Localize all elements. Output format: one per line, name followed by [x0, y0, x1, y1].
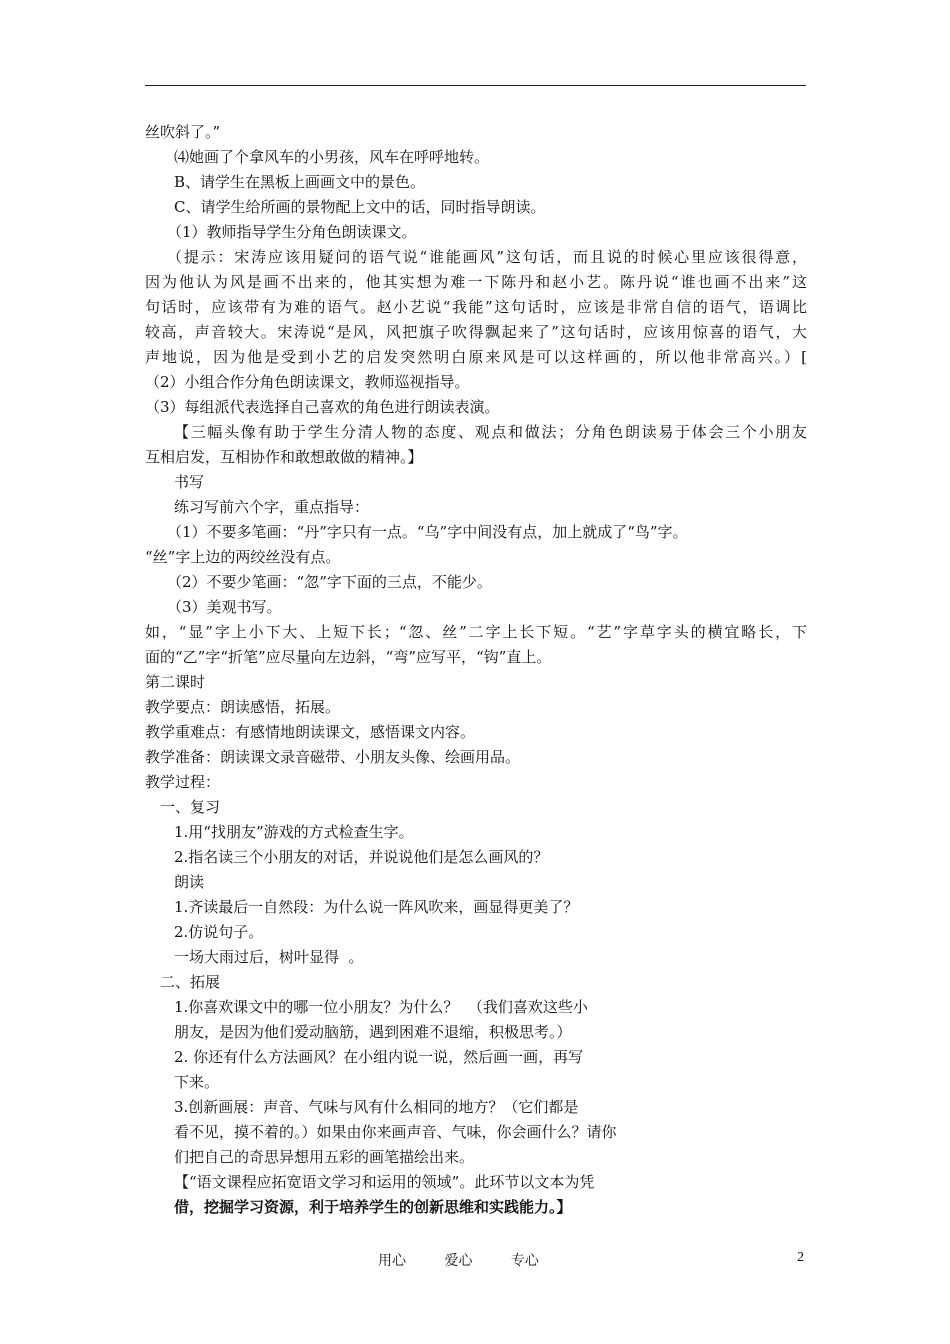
text-line: （提示：宋涛应该用疑问的语气说“谁能画风”这句话，而且说的时候心里应该很得意， [167, 248, 807, 266]
text-line: 1.用“找朋友”游戏的方式检查生字。 [174, 823, 414, 841]
text-line: 3.创新画展：声音、气味与风有什么相同的地方？（它们都是 [174, 1098, 579, 1116]
text-line: 教学重难点：有感情地朗读课文，感悟课文内容。 [145, 723, 476, 741]
document-body [145, 120, 807, 1220]
text-line: 2.指名读三个小朋友的对话，并说说他们是怎么画风的？ [174, 848, 549, 866]
text-line: 教学要点：朗读感悟，拓展。 [145, 698, 341, 716]
text-line: 1.你喜欢课文中的哪一位小朋友？为什么？ （我们喜欢这些小 [174, 998, 588, 1016]
text-line: （3）每组派代表选择自己喜欢的角色进行朗读表演。 [145, 398, 500, 416]
text-line: 1.齐读最后一自然段：为什么说一阵风吹来，画显得更美了？ [174, 898, 579, 916]
text-line: 如，“显”字上小下大、上短下长；“忽、丝”二字上长下短。“艺”字草字头的横宜略长，下 [145, 623, 807, 641]
text-line: 2.仿说句子。 [174, 923, 264, 941]
text-line: “丝”字上边的两绞丝没有点。 [145, 548, 341, 566]
header-rule [145, 85, 806, 86]
text-line: （2）小组合作分角色朗读课文，教师巡视指导。 [145, 373, 470, 391]
text-line: 面的“乙”字“折笔”应尽量向左边斜，“弯”应写平，“钩”直上。 [145, 648, 552, 666]
text-line: 因为他认为风是画不出来的，他其实想为难一下陈丹和赵小艺。陈丹说“谁也画不出来”这 [145, 273, 807, 291]
page-number: 2 [797, 1250, 804, 1265]
text-line: B、请学生在黑板上画画文中的景色。 [174, 173, 426, 191]
text-line: （3）美观书写。 [167, 598, 282, 616]
text-line: 二、拓展 [160, 973, 221, 991]
text-line: 较高，声音较大。宋涛说“是风，风把旗子吹得飘起来了”这句话时，应该用惊喜的语气，大 [145, 323, 807, 341]
text-line: 丝吹斜了。” [145, 123, 221, 141]
text-line: 书写 [174, 473, 205, 491]
text-line: 练习写前六个字，重点指导： [174, 498, 370, 516]
footer-motto-3: 专心 [510, 1253, 539, 1269]
text-line: ⑷她画了个拿风车的小男孩，风车在呼呼地转。 [174, 148, 490, 166]
text-line: 朗读 [174, 873, 205, 891]
text-line: 借，挖掘学习资源，利于培养学生的创新思维和实践能力。】 [174, 1198, 572, 1216]
text-line: 教学过程： [145, 773, 221, 791]
text-line: 朋友，是因为他们爱动脑筋，遇到困难不退缩，积极思考。） [174, 1023, 572, 1041]
text-line: 声地说，因为他是受到小艺的启发突然明白原来风是可以这样画的，所以他非常高兴。）[ [145, 348, 807, 366]
text-line: （2）不要少笔画：“忽”字下面的三点，不能少。 [167, 573, 492, 591]
page-footer [378, 1250, 573, 1270]
text-line: 教学准备：朗读课文录音磁带、小朋友头像、绘画用品。 [145, 748, 521, 766]
footer-motto-2: 爱心 [444, 1253, 473, 1269]
text-line: 一、复习 [160, 798, 221, 816]
text-line: 句话时，应该带有为难的语气。赵小艺说“我能”这句话时，应该是非常自信的语气，语调比 [145, 298, 807, 316]
text-line: （1）教师指导学生分角色朗读课文。 [167, 223, 417, 241]
text-line: 一场大雨过后，树叶显得 。 [174, 948, 364, 966]
text-line: 2. 你还有什么方法画风？在小组内说一说，然后画一画，再写 [174, 1048, 584, 1066]
text-line: 【三幅头像有助于学生分清人物的态度、观点和做法；分角色朗读易于体会三个小朋友 [174, 423, 807, 441]
text-line: 看不见，摸不着的。）如果由你来画声音、气味，你会画什么？请你 [174, 1123, 617, 1141]
text-line: 们把自己的奇思异想用五彩的画笔描绘出来。 [174, 1148, 475, 1166]
text-line: 第二课时 [145, 673, 206, 691]
footer-motto-1: 用心 [378, 1253, 406, 1269]
text-line: 【“语文课程应拓宽语文学习和运用的领域”。此环节以文本为凭 [174, 1173, 595, 1191]
text-line: 下来。 [174, 1073, 220, 1091]
text-line: C、请学生给所画的景物配上文中的话，同时指导朗读。 [174, 198, 546, 216]
text-line: （1）不要多笔画：“丹”字只有一点。“乌”字中间没有点，加上就成了“鸟”字。 [167, 523, 688, 541]
text-line: 互相启发，互相协作和敢想敢做的精神。】 [145, 448, 423, 466]
